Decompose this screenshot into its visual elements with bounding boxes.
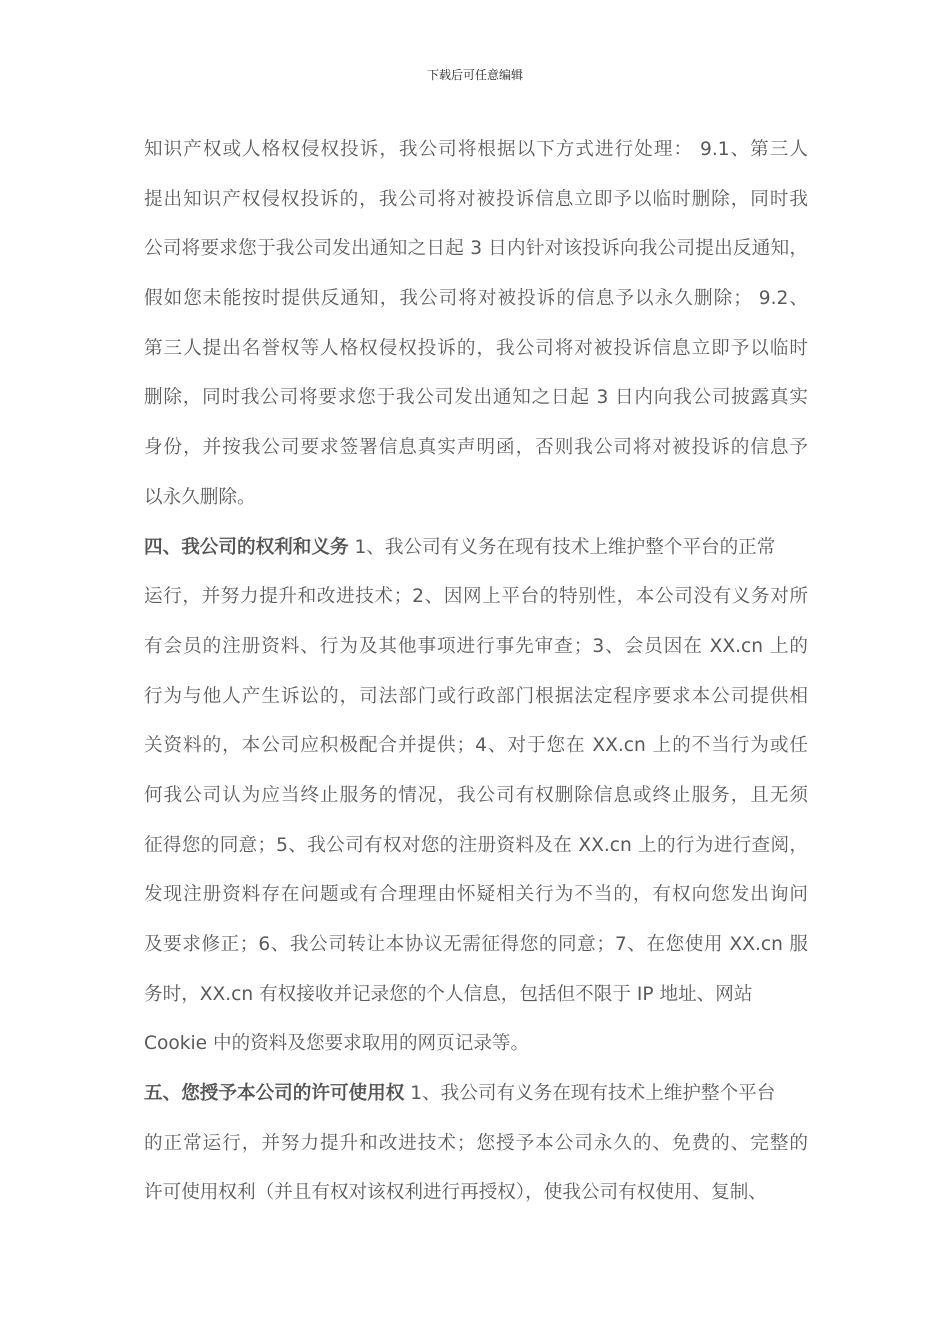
paragraph-ip-complaints [144,125,808,523]
paragraph-company-rights [144,523,808,1070]
section-heading: 四、我公司的权利和义务 [144,536,349,558]
section-heading: 五、您授予本公司的许可使用权 [144,1083,405,1105]
text-line: 假如您未能按时提供反通知，我公司将对被投诉的信息予以永久删除； 9.2、 [144,288,808,310]
text-line: 提出知识产权侵权投诉的，我公司将对被投诉信息立即予以临时删除，同时我 [144,188,808,210]
text-line: 何我公司认为应当终止服务的情况，我公司有权删除信息或终止服务，且无须 [144,784,808,806]
text-line: 及要求修正；6、我公司转让本协议无需征得您的同意；7、在您使用 XX.cn 服 [144,934,808,955]
text-line: 删除，同时我公司将要求您于我公司发出通知之日起 3 日内向我公司披露真实 [144,387,808,409]
text-line: 第三人提出名誉权等人格权侵权投诉的，我公司将对被投诉信息立即予以临时 [144,337,808,359]
text-line: 以永久删除。 [144,486,256,508]
text-line: Cookie 中的资料及您要求取用的网页记录等。 [144,1033,530,1055]
text-line: 公司将要求您于我公司发出通知之日起 3 日内针对该投诉向我公司提出反通知， [144,238,808,260]
text-line [144,523,808,573]
text-line: 行为与他人产生诉讼的，司法部门或行政部门根据法定程序要求本公司提供相 [144,685,808,707]
text-run: 1、我公司有义务在现有技术上维护整个平台 [404,1083,776,1105]
paragraph-license-grant [144,1069,808,1218]
text-line: 发现注册资料存在问题或有合理理由怀疑相关行为不当的，有权向您发出询问 [144,884,808,906]
text-line: 许可使用权利（并且有权对该权利进行再授权），使我公司有权使用、复制、 [144,1182,767,1204]
text-line [144,1069,808,1119]
text-line: 务时，XX.cn 有权接收并记录您的个人信息，包括但不限于 IP 地址、网站 [144,983,753,1005]
document-body [144,125,808,1218]
text-line: 有会员的注册资料、行为及其他事项进行事先审查；3、会员因在 XX.cn 上的 [144,635,808,657]
text-line: 征得您的同意；5、我公司有权对您的注册资料及在 XX.cn 上的行为进行查阅， [144,834,808,856]
text-run: 1、我公司有义务在现有技术上维护整个平台的正常 [348,536,776,558]
text-line: 知识产权或人格权侵权投诉，我公司将根据以下方式进行处理： 9.1、第三人 [144,139,808,160]
text-line: 身份，并按我公司要求签署信息真实声明函，否则我公司将对被投诉的信息予 [144,437,808,459]
text-line: 运行，并努力提升和改进技术；2、因网上平台的特别性，本公司没有义务对所 [144,586,808,608]
text-line: 关资料的，本公司应积极配合并提供；4、对于您在 XX.cn 上的不当行为或任 [144,735,808,757]
text-line: 的正常运行，并努力提升和改进技术；您授予本公司永久的、免费的、完整的 [144,1132,808,1154]
page-header: 下载后可任意编辑 [426,68,523,82]
